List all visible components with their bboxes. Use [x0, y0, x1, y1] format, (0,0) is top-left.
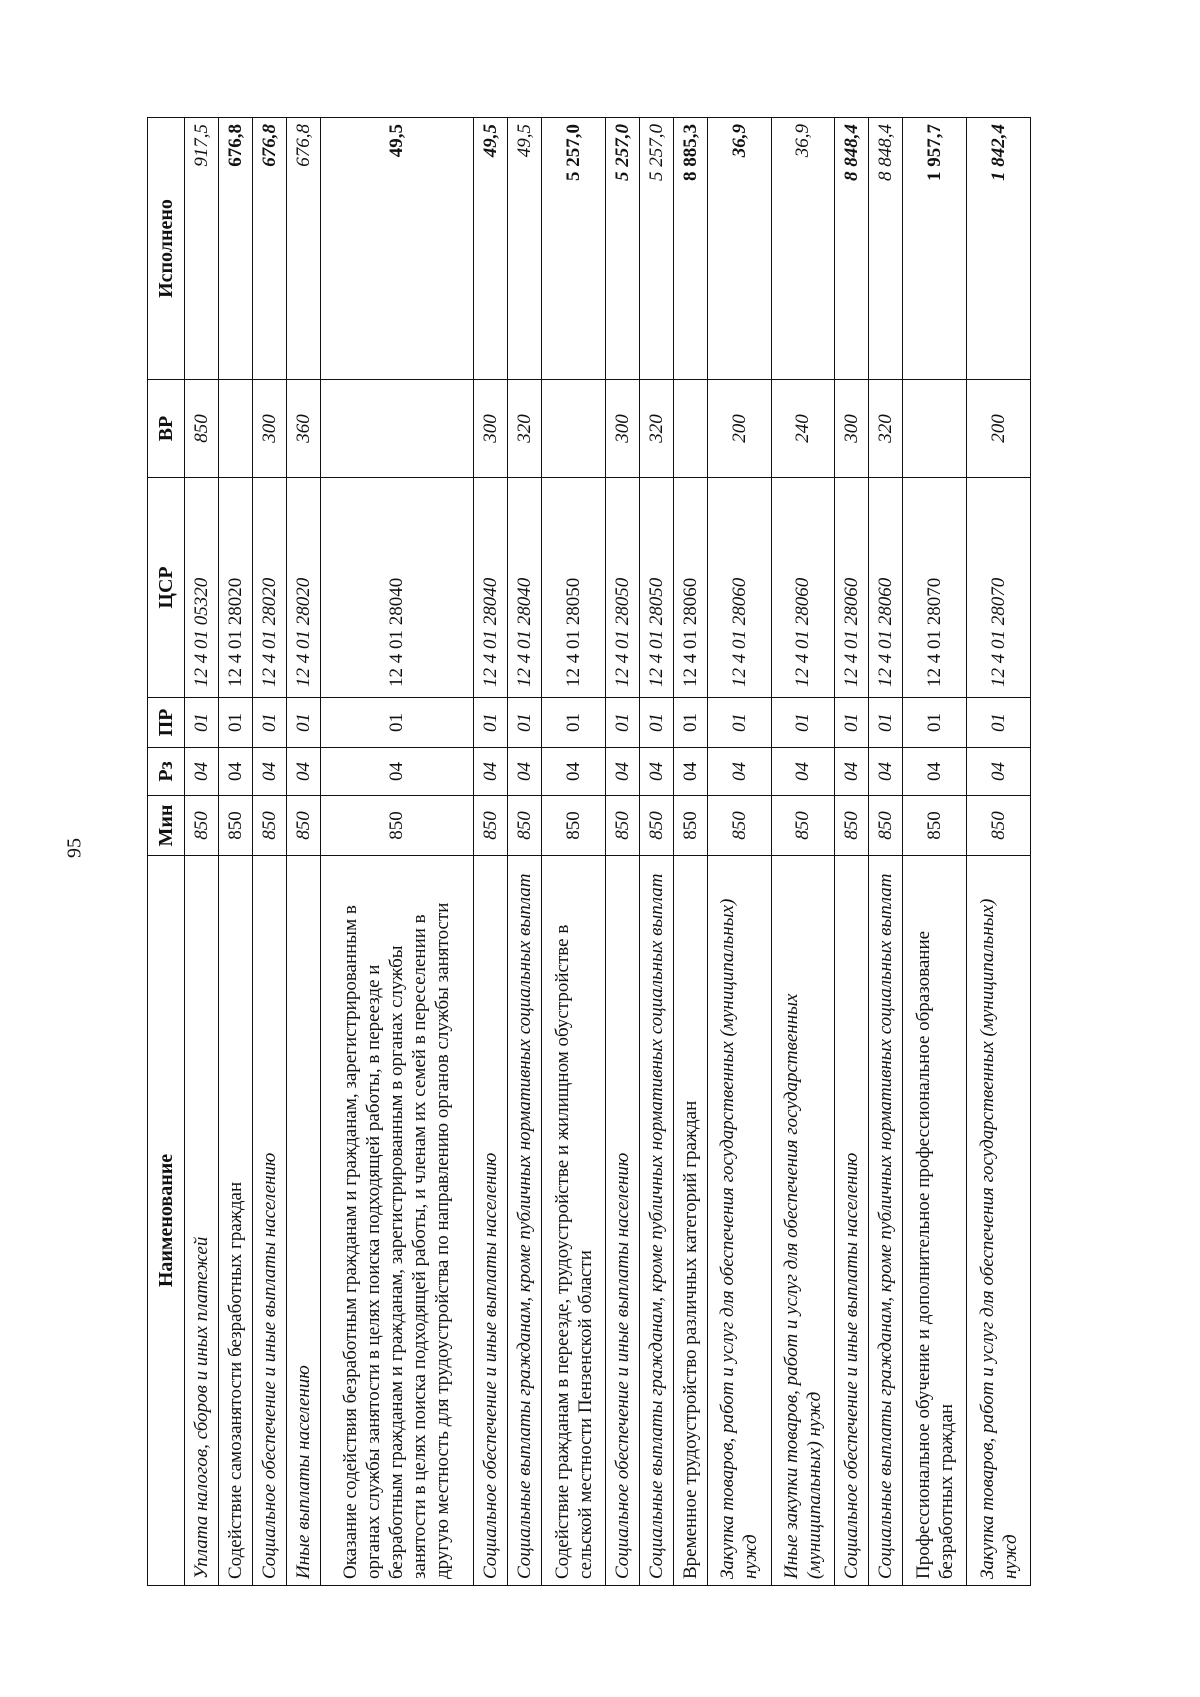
- header-pr: ПР: [148, 698, 185, 748]
- row-name: Социальные выплаты гражданам, кроме публичных нормативных социальных выплат: [869, 856, 903, 1586]
- row-csr: 12 4 01 28060: [771, 478, 835, 698]
- row-name: Социальное обеспечение и иные выплаты населению: [835, 856, 869, 1586]
- row-pr: 01: [869, 698, 903, 748]
- table-row: [869, 118, 903, 1586]
- row-vr: [218, 380, 252, 478]
- row-pr: 01: [771, 698, 835, 748]
- row-rz: 04: [508, 748, 542, 796]
- row-amount: 8 848,4: [869, 118, 903, 380]
- row-min: 850: [835, 796, 869, 856]
- row-rz: 04: [903, 748, 967, 796]
- row-min: 850: [707, 796, 771, 856]
- row-pr: 01: [218, 698, 252, 748]
- row-min: 850: [673, 796, 707, 856]
- table-row: [252, 118, 286, 1586]
- row-rz: 04: [869, 748, 903, 796]
- row-rz: 04: [835, 748, 869, 796]
- row-min: 850: [320, 796, 474, 856]
- row-pr: 01: [673, 698, 707, 748]
- row-min: 850: [185, 796, 219, 856]
- row-name: Профессиональное обучение и дополнительное профессиональное образование безработных граждан: [903, 856, 967, 1586]
- row-rz: 04: [252, 748, 286, 796]
- row-rz: 04: [639, 748, 673, 796]
- row-amount: 36,9: [707, 118, 771, 380]
- row-name: Социальное обеспечение и иные выплаты населению: [474, 856, 508, 1586]
- row-vr: 320: [869, 380, 903, 478]
- row-csr: 12 4 01 28020: [286, 478, 320, 698]
- table-row: [606, 118, 640, 1586]
- table-row: [673, 118, 707, 1586]
- row-rz: 04: [474, 748, 508, 796]
- table-row: [835, 118, 869, 1586]
- row-pr: 01: [542, 698, 606, 748]
- row-amount: 49,5: [320, 118, 474, 380]
- row-pr: 01: [835, 698, 869, 748]
- row-pr: 01: [639, 698, 673, 748]
- table-row: [707, 118, 771, 1586]
- row-name: Иные закупки товаров, работ и услуг для обеспечения государственных (муниципальных) нужд: [771, 856, 835, 1586]
- rotated-table-frame: [147, 118, 1031, 1586]
- row-name: Содействие самозанятости безработных граждан: [218, 856, 252, 1586]
- table-row: [639, 118, 673, 1586]
- table-body: [185, 118, 1031, 1586]
- row-rz: 04: [218, 748, 252, 796]
- row-amount: 676,8: [286, 118, 320, 380]
- row-csr: 12 4 01 05320: [185, 478, 219, 698]
- row-rz: 04: [286, 748, 320, 796]
- table-row: [771, 118, 835, 1586]
- row-amount: 676,8: [252, 118, 286, 380]
- row-vr: 850: [185, 380, 219, 478]
- row-rz: 04: [673, 748, 707, 796]
- budget-table: [147, 117, 1031, 1586]
- row-name: Социальные выплаты гражданам, кроме публичных нормативных социальных выплат: [639, 856, 673, 1586]
- row-pr: 01: [606, 698, 640, 748]
- table-row: [286, 118, 320, 1586]
- row-min: 850: [508, 796, 542, 856]
- header-csr: ЦСР: [148, 478, 185, 698]
- row-pr: 01: [185, 698, 219, 748]
- row-amount: 5 257,0: [639, 118, 673, 380]
- row-csr: 12 4 01 28040: [508, 478, 542, 698]
- row-pr: 01: [474, 698, 508, 748]
- row-rz: 04: [320, 748, 474, 796]
- row-pr: 01: [320, 698, 474, 748]
- row-csr: 12 4 01 28050: [606, 478, 640, 698]
- row-vr: 320: [639, 380, 673, 478]
- row-vr: 360: [286, 380, 320, 478]
- row-min: 850: [771, 796, 835, 856]
- header-min: Мин: [148, 796, 185, 856]
- row-vr: 240: [771, 380, 835, 478]
- row-amount: 8 885,3: [673, 118, 707, 380]
- row-csr: 12 4 01 28070: [903, 478, 967, 698]
- row-min: 850: [286, 796, 320, 856]
- row-name: Иные выплаты населению: [286, 856, 320, 1586]
- row-min: 850: [252, 796, 286, 856]
- row-pr: 01: [286, 698, 320, 748]
- row-amount: 1 957,7: [903, 118, 967, 380]
- page-number: 95: [63, 838, 86, 858]
- row-name: Социальные выплаты гражданам, кроме публичных нормативных социальных выплат: [508, 856, 542, 1586]
- table-row: [218, 118, 252, 1586]
- row-vr: 320: [508, 380, 542, 478]
- row-min: 850: [474, 796, 508, 856]
- row-vr: 300: [474, 380, 508, 478]
- row-amount: 5 257,0: [606, 118, 640, 380]
- row-vr: [542, 380, 606, 478]
- header-rz: Рз: [148, 748, 185, 796]
- row-pr: 01: [707, 698, 771, 748]
- row-amount: 49,5: [474, 118, 508, 380]
- row-amount: 676,8: [218, 118, 252, 380]
- row-rz: 04: [542, 748, 606, 796]
- row-csr: 12 4 01 28060: [673, 478, 707, 698]
- row-min: 850: [218, 796, 252, 856]
- row-min: 850: [639, 796, 673, 856]
- row-amount: 8 848,4: [835, 118, 869, 380]
- header-vr: ВР: [148, 380, 185, 478]
- row-csr: 12 4 01 28050: [639, 478, 673, 698]
- row-pr: 01: [252, 698, 286, 748]
- table-row: [542, 118, 606, 1586]
- table-header-row: [148, 118, 185, 1586]
- row-name: Содействие гражданам в переезде, трудоустройстве и жилищном обустройстве в сельской местности Пензенской области: [542, 856, 606, 1586]
- row-csr: 12 4 01 28040: [474, 478, 508, 698]
- row-min: 850: [903, 796, 967, 856]
- row-amount: 917,5: [185, 118, 219, 380]
- row-vr: 300: [606, 380, 640, 478]
- table-row: [320, 118, 474, 1586]
- row-name: Закупка товаров, работ и услуг для обеспечения государственных (муниципальных) нужд: [707, 856, 771, 1586]
- row-csr: 12 4 01 28060: [835, 478, 869, 698]
- table-row: [185, 118, 219, 1586]
- row-csr: 12 4 01 28040: [320, 478, 474, 698]
- row-vr: [903, 380, 967, 478]
- row-name: Уплата налогов, сборов и иных платежей: [185, 856, 219, 1586]
- row-vr: 200: [967, 380, 1031, 478]
- row-min: 850: [606, 796, 640, 856]
- row-csr: 12 4 01 28050: [542, 478, 606, 698]
- row-vr: [673, 380, 707, 478]
- row-name: Социальное обеспечение и иные выплаты населению: [252, 856, 286, 1586]
- row-min: 850: [869, 796, 903, 856]
- row-pr: 01: [508, 698, 542, 748]
- table-row: [903, 118, 967, 1586]
- row-csr: 12 4 01 28070: [967, 478, 1031, 698]
- table-row: [967, 118, 1031, 1586]
- row-amount: 5 257,0: [542, 118, 606, 380]
- table-row: [508, 118, 542, 1586]
- row-rz: 04: [967, 748, 1031, 796]
- row-csr: 12 4 01 28060: [707, 478, 771, 698]
- row-rz: 04: [185, 748, 219, 796]
- row-name: Оказание содействия безработным гражданам и гражданам, зарегистрированным в органах службы занятости в целях поиска подходящей работы, в переезде и безработным гражданам и гражданам, зарегистрированным в органах службы занятости в целях поиска подходящей работы, и членам их семей в переселении в другую местность для трудоустройства по направлению органов службы занятости: [320, 856, 474, 1586]
- row-min: 850: [542, 796, 606, 856]
- row-vr: 200: [707, 380, 771, 478]
- row-csr: 12 4 01 28020: [252, 478, 286, 698]
- row-rz: 04: [606, 748, 640, 796]
- table-row: [474, 118, 508, 1586]
- row-amount: 36,9: [771, 118, 835, 380]
- row-min: 850: [967, 796, 1031, 856]
- row-pr: 01: [967, 698, 1031, 748]
- row-vr: [320, 380, 474, 478]
- row-csr: 12 4 01 28060: [869, 478, 903, 698]
- row-csr: 12 4 01 28020: [218, 478, 252, 698]
- row-vr: 300: [252, 380, 286, 478]
- row-vr: 300: [835, 380, 869, 478]
- row-name: Закупка товаров, работ и услуг для обеспечения государственных (муниципальных) нужд: [967, 856, 1031, 1586]
- row-rz: 04: [707, 748, 771, 796]
- row-name: Социальное обеспечение и иные выплаты населению: [606, 856, 640, 1586]
- row-amount: 1 842,4: [967, 118, 1031, 380]
- header-executed: Исполнено: [148, 118, 185, 380]
- header-name: Наименование: [148, 856, 185, 1586]
- row-name: Временное трудоустройство различных категорий граждан: [673, 856, 707, 1586]
- row-rz: 04: [771, 748, 835, 796]
- row-pr: 01: [903, 698, 967, 748]
- row-amount: 49,5: [508, 118, 542, 380]
